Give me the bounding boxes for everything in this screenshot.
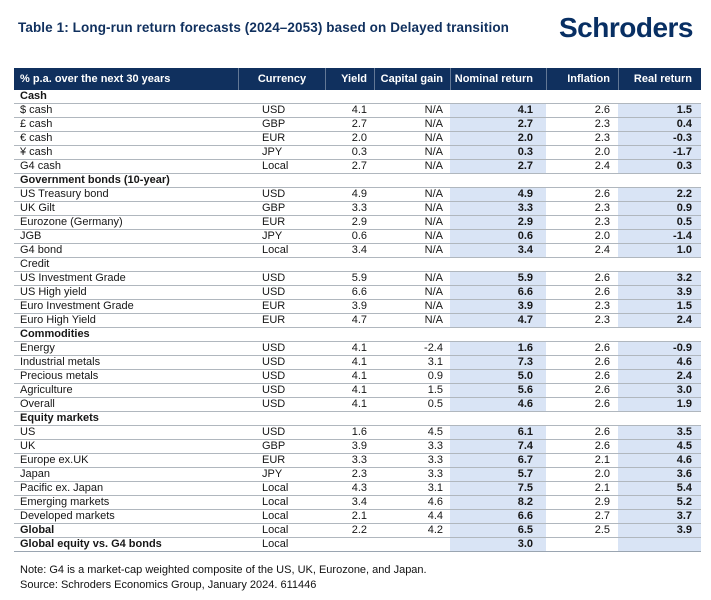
capital-gain-cell: -2.4 [424,342,443,354]
nominal-return-cell: 5.9 [450,272,546,285]
yield-cell: 5.9 [351,272,367,284]
real-return-cell: 5.4 [618,482,701,495]
asset-name-cell: G4 bond [20,244,63,256]
real-return-cell: -1.4 [618,230,701,243]
table-header-row [14,68,701,90]
section-row [14,258,701,272]
currency-cell: Local [262,524,289,536]
asset-name-cell: Energy [20,342,55,354]
real-return-cell: 5.2 [618,496,701,509]
nominal-return-cell: 2.9 [450,216,546,229]
real-return-cell: 1.5 [618,300,701,313]
currency-cell: USD [262,188,286,200]
yield-cell: 4.9 [351,188,367,200]
currency-cell: JPY [262,230,283,242]
nominal-return-cell: 4.1 [450,104,546,117]
footnotes [20,563,711,593]
real-return-cell: 1.5 [618,104,701,117]
currency-cell: GBP [262,118,286,130]
capital-gain-cell: N/A [424,272,443,284]
inflation-cell: 2.6 [594,440,610,452]
real-return-cell: 2.2 [618,188,701,201]
asset-name-cell: Agriculture [20,384,73,396]
yield-cell [325,538,374,551]
real-return-cell: 3.0 [618,384,701,397]
yield-cell: 4.7 [351,314,367,326]
yield-cell: 3.9 [351,440,367,452]
inflation-cell: 2.4 [594,244,610,256]
real-return-cell: 4.6 [618,356,701,369]
currency-cell: Local [262,160,289,172]
currency-cell: EUR [262,216,286,228]
nominal-return-cell: 1.6 [450,342,546,355]
table-row [14,482,701,496]
inflation-cell: 2.6 [594,104,610,116]
asset-name-cell: Pacific ex. Japan [20,482,104,494]
currency-cell: USD [262,342,286,354]
table-row [14,468,701,482]
page-title: Table 1: Long-run return forecasts (2024–2053) based on Delayed transition [18,20,510,35]
inflation-cell: 2.0 [594,230,610,242]
header-capital-gain: Capital gain [374,68,450,90]
asset-name-cell: US High yield [20,286,87,298]
capital-gain-cell: 4.4 [427,510,443,522]
nominal-return-cell: 6.7 [450,454,546,467]
currency-cell: Local [262,244,289,256]
table-row [14,272,701,286]
table-row [14,454,701,468]
table-row [14,132,701,146]
currency-cell: USD [262,426,286,438]
nominal-return-cell: 4.6 [450,398,546,411]
currency-cell: EUR [262,132,286,144]
header-currency: Currency [238,68,325,90]
currency-cell: JPY [262,468,283,480]
table-row [14,524,701,538]
inflation-cell: 2.4 [594,160,610,172]
section-row [14,174,701,188]
asset-name-cell: Europe ex.UK [20,454,89,466]
nominal-return-cell: 3.4 [450,244,546,257]
capital-gain-cell: 3.3 [427,440,443,452]
nominal-return-cell: 6.5 [450,524,546,537]
asset-name-cell: Developed markets [20,510,115,522]
section-label: Equity markets [20,412,99,424]
asset-name-cell: Precious metals [20,370,99,382]
currency-cell: USD [262,398,286,410]
asset-name-cell: Industrial metals [20,356,101,368]
nominal-return-cell: 7.3 [450,356,546,369]
currency-cell: USD [262,286,286,298]
yield-cell: 4.1 [351,398,367,410]
capital-gain-cell: N/A [424,300,443,312]
real-return-cell: 3.9 [618,286,701,299]
real-return-cell: 4.6 [618,454,701,467]
forecast-table [14,68,701,552]
real-return-cell: 2.4 [618,370,701,383]
nominal-return-cell: 2.7 [450,160,546,173]
yield-cell: 2.3 [351,468,367,480]
capital-gain-cell: N/A [424,132,443,144]
yield-cell: 3.3 [351,202,367,214]
nominal-return-cell: 7.4 [450,440,546,453]
nominal-return-cell: 5.7 [450,468,546,481]
asset-name-cell: € cash [20,132,53,144]
note-line: Note: G4 is a market-cap weighted composite of the US, UK, Eurozone, and Japan. [20,564,427,576]
inflation-cell: 2.6 [594,286,610,298]
yield-cell: 4.3 [351,482,367,494]
asset-name-cell: US Treasury bond [20,188,109,200]
currency-cell: USD [262,104,286,116]
header-real-return: Real return [618,68,701,90]
real-return-cell: 3.5 [618,426,701,439]
currency-cell: EUR [262,454,286,466]
currency-cell: Local [262,496,289,508]
table-row [14,160,701,174]
capital-gain-cell: N/A [424,160,443,172]
asset-name-cell: $ cash [20,104,53,116]
nominal-return-cell: 8.2 [450,496,546,509]
table-row [14,384,701,398]
currency-cell: Local [262,510,289,522]
source-line: Source: Schroders Economics Group, January 2024. 611446 [20,579,317,591]
table-row [14,244,701,258]
asset-name-cell: Overall [20,398,55,410]
real-return-cell: 0.9 [618,202,701,215]
asset-name-cell: £ cash [20,118,53,130]
yield-cell: 3.4 [351,496,367,508]
yield-cell: 2.1 [351,510,367,522]
yield-cell: 3.4 [351,244,367,256]
inflation-cell: 2.6 [594,384,610,396]
capital-gain-cell: 3.3 [427,454,443,466]
yield-cell: 0.6 [351,230,367,242]
table-row [14,286,701,300]
header-yield: Yield [325,68,374,90]
nominal-return-cell: 6.1 [450,426,546,439]
currency-cell: Local [262,482,289,494]
real-return-cell: 3.7 [618,510,701,523]
table-row [14,146,701,160]
section-row [14,90,701,104]
table-row [14,510,701,524]
capital-gain-cell: N/A [424,146,443,158]
inflation-cell: 2.1 [594,454,610,466]
section-label: Commodities [20,328,90,340]
header-inflation: Inflation [546,68,618,90]
currency-cell: USD [262,356,286,368]
table-row [14,314,701,328]
capital-gain-cell: N/A [424,118,443,130]
table-row [14,104,701,118]
table-row [14,440,701,454]
asset-name-cell: Eurozone (Germany) [20,216,123,228]
real-return-cell: 1.0 [618,244,701,257]
nominal-return-cell: 5.6 [450,384,546,397]
section-row [14,412,701,426]
asset-name-cell: US [20,426,36,438]
capital-gain-cell: 1.5 [427,384,443,396]
schroders-logo: Schroders [559,12,693,43]
capital-gain-cell: N/A [424,188,443,200]
real-return-cell: 3.9 [618,524,701,537]
inflation-cell: 2.6 [594,272,610,284]
nominal-return-cell: 4.9 [450,188,546,201]
nominal-return-cell: 0.6 [450,230,546,243]
real-return-cell: 0.4 [618,118,701,131]
currency-cell: JPY [262,146,283,158]
yield-cell: 1.6 [351,426,367,438]
yield-cell: 4.1 [351,384,367,396]
inflation-cell [546,538,618,551]
capital-gain-cell: 4.5 [427,426,443,438]
yield-cell: 4.1 [351,104,367,116]
inflation-cell: 2.3 [594,202,610,214]
nominal-return-cell: 7.5 [450,482,546,495]
inflation-cell: 2.5 [594,524,610,536]
inflation-cell: 2.1 [594,482,610,494]
asset-name-cell: Euro High Yield [20,314,96,326]
capital-gain-cell: 3.1 [427,356,443,368]
inflation-cell: 2.3 [594,132,610,144]
capital-gain-cell: 3.3 [427,468,443,480]
currency-cell: EUR [262,300,286,312]
yield-cell: 2.7 [351,160,367,172]
yield-cell: 4.1 [351,342,367,354]
table-row [14,398,701,412]
currency-cell: USD [262,384,286,396]
yield-cell: 4.1 [351,370,367,382]
inflation-cell: 2.6 [594,370,610,382]
capital-gain-cell: N/A [424,244,443,256]
inflation-cell: 2.3 [594,314,610,326]
table-row [14,202,701,216]
nominal-return-cell: 3.3 [450,202,546,215]
table-row [14,188,701,202]
table-row [14,300,701,314]
capital-gain-cell: N/A [424,314,443,326]
real-return-cell: -0.9 [618,342,701,355]
section-label: Credit [20,258,50,270]
real-return-cell: 2.4 [618,314,701,327]
currency-cell: GBP [262,202,286,214]
yield-cell: 6.6 [351,286,367,298]
table-row [14,370,701,384]
inflation-cell: 2.6 [594,398,610,410]
capital-gain-cell: N/A [424,286,443,298]
inflation-cell: 2.3 [594,300,610,312]
real-return-cell: 0.5 [618,216,701,229]
real-return-cell: 4.5 [618,440,701,453]
nominal-return-cell: 2.0 [450,132,546,145]
section-label: Cash [20,90,47,102]
yield-cell: 2.0 [351,132,367,144]
capital-gain-cell [374,538,450,551]
nominal-return-cell: 2.7 [450,118,546,131]
asset-name-cell: Global equity vs. G4 bonds [20,538,162,550]
asset-name-cell: US Investment Grade [20,272,126,284]
yield-cell: 2.9 [351,216,367,228]
inflation-cell: 2.0 [594,468,610,480]
inflation-cell: 2.0 [594,146,610,158]
table-row [14,426,701,440]
nominal-return-cell: 4.7 [450,314,546,327]
inflation-cell: 2.6 [594,342,610,354]
yield-cell: 2.7 [351,118,367,130]
capital-gain-cell: 0.5 [427,398,443,410]
yield-cell: 3.3 [351,454,367,466]
inflation-cell: 2.6 [594,356,610,368]
asset-name-cell: G4 cash [20,160,61,172]
asset-name-cell: Emerging markets [20,496,110,508]
real-return-cell: 3.2 [618,272,701,285]
yield-cell: 2.2 [351,524,367,536]
table-row [14,538,701,552]
capital-gain-cell: 3.1 [427,482,443,494]
capital-gain-cell: N/A [424,216,443,228]
header-nominal-return: Nominal return [450,68,546,90]
table-body [14,90,701,552]
header-assets: % p.a. over the next 30 years [20,73,171,85]
inflation-cell: 2.7 [594,510,610,522]
asset-name-cell: JGB [20,230,42,242]
inflation-cell: 2.3 [594,118,610,130]
table-row [14,342,701,356]
table-row [14,216,701,230]
currency-cell: GBP [262,440,286,452]
inflation-cell: 2.6 [594,188,610,200]
table-row [14,230,701,244]
asset-name-cell: Global [20,524,55,536]
real-return-cell: 1.9 [618,398,701,411]
table-row [14,496,701,510]
capital-gain-cell: N/A [424,202,443,214]
capital-gain-cell: 4.6 [427,496,443,508]
nominal-return-cell: 6.6 [450,286,546,299]
asset-name-cell: ¥ cash [20,146,53,158]
currency-cell: USD [262,370,286,382]
yield-cell: 4.1 [351,356,367,368]
currency-cell: USD [262,272,286,284]
section-row [14,328,701,342]
table-row [14,356,701,370]
page-header [0,0,711,68]
currency-cell: Local [262,538,289,550]
table-row [14,118,701,132]
real-return-cell: -0.3 [618,132,701,145]
real-return-cell: -1.7 [618,146,701,159]
nominal-return-cell: 6.6 [450,510,546,523]
nominal-return-cell: 0.3 [450,146,546,159]
capital-gain-cell: N/A [424,230,443,242]
inflation-cell: 2.9 [594,496,610,508]
yield-cell: 0.3 [351,146,367,158]
inflation-cell: 2.6 [594,426,610,438]
real-return-cell: 0.3 [618,160,701,173]
capital-gain-cell: N/A [424,104,443,116]
inflation-cell: 2.3 [594,216,610,228]
currency-cell: EUR [262,314,286,326]
asset-name-cell: UK [20,440,36,452]
yield-cell: 3.9 [351,300,367,312]
real-return-cell: 3.6 [618,468,701,481]
asset-name-cell: Japan [20,468,50,480]
section-label: Government bonds (10-year) [20,174,170,186]
capital-gain-cell: 4.2 [427,524,443,536]
asset-name-cell: Euro Investment Grade [20,300,134,312]
nominal-return-cell: 3.9 [450,300,546,313]
asset-name-cell: UK Gilt [20,202,55,214]
nominal-return-cell: 3.0 [450,538,546,551]
nominal-return-cell: 5.0 [450,370,546,383]
capital-gain-cell: 0.9 [427,370,443,382]
real-return-cell [618,538,701,551]
